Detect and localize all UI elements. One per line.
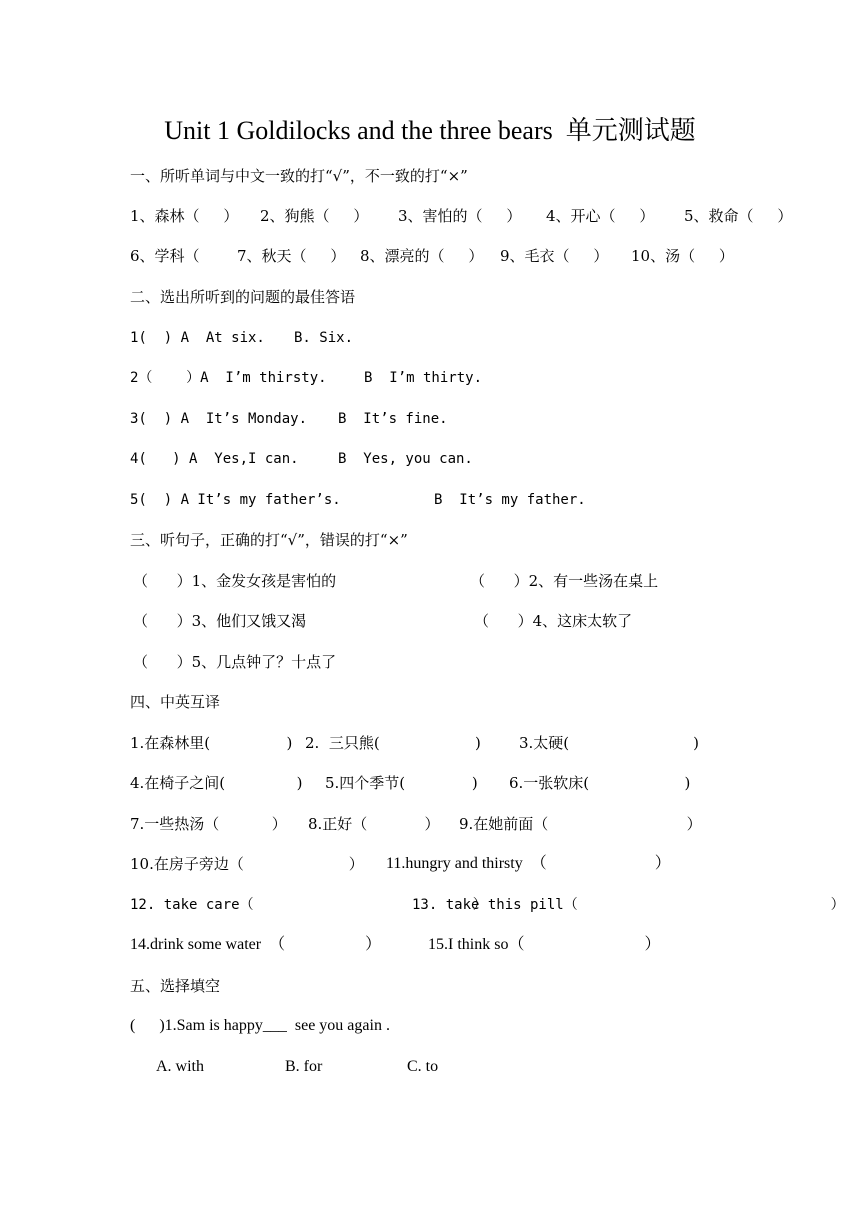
list-item: （ ）4、这床太软了 [474,612,633,630]
list-item: 7、秋天（ ） [237,247,346,265]
question-text: 2（ ）A I’m thirsty. [130,370,327,386]
translation-row [0,894,860,924]
question-row [0,367,860,397]
section-2 [0,286,860,316]
list-item: 12. take care（ ） [130,897,487,913]
options-row [0,1056,860,1086]
list-item: 14.drink some water （ ） [130,936,382,953]
list-item: 5.四个季节( ) [325,774,478,792]
section-3 [0,529,860,559]
page-title: Unit 1 Goldilocks and the three bears 单元测试题 [164,116,696,145]
option-b: B. for [285,1058,323,1075]
option-b: B It’s my father. [434,492,586,508]
translation-row [0,732,860,762]
section-5-heading: 五、选择填空 [130,977,221,995]
list-item: 3、害怕的（ ） [398,207,522,225]
section-1-heading: 一、所听单词与中文一致的打“√”，不一致的打“×” [130,167,468,185]
list-item: 4、开心（ ） [546,207,655,225]
list-item: 9.在她前面（ ） [459,815,702,833]
list-item: 2、狗熊（ ） [260,207,369,225]
question-row [0,408,860,438]
option-b: B Yes, you can. [338,451,473,467]
section-4-heading: 四、中英互译 [130,693,221,711]
question-row [0,327,860,357]
option-b: B. Six. [294,330,354,346]
section-1 [0,165,860,195]
list-item: 10、汤（ ） [631,247,734,265]
translation-row [0,853,860,883]
section-2-heading: 二、选出所听到的问题的最佳答语 [130,288,356,306]
list-item: （ ）1、金发女孩是害怕的 [133,572,337,590]
question-text: 1( ) A At six. [130,330,265,346]
list-item: 13. take this pill（ ） [412,897,845,913]
list-item: 11.hungry and thirsty （ ） [386,855,671,872]
list-item: 8、漂亮的（ ） [360,247,484,265]
question-text: 5( ) A It’s my father’s. [130,492,341,508]
list-item: 8.正好（ ） [308,815,440,833]
section-4 [0,691,860,721]
translation-row [0,934,860,964]
section-3-heading: 三、听句子，正确的打“√”，错误的打“×” [130,531,408,549]
option-b: B It’s fine. [338,411,448,427]
list-item: 2. 三只熊( ) [305,734,481,752]
list-item: 9、毛衣（ ） [500,247,609,265]
statement-row [0,651,860,681]
list-item: 7.一些热汤（ ） [130,815,287,833]
list-item: 6.一张软床( ) [509,774,691,792]
list-item: 4.在椅子之间( ) [130,774,303,792]
list-item: 1、森林（ ） [130,207,239,225]
question-row [0,489,860,519]
statement-row [0,610,860,640]
question-text: 4( ) A Yes,I can. [130,451,299,467]
section-5 [0,975,860,1005]
option-c: C. to [407,1058,439,1075]
question-text: 3( ) A It’s Monday. [130,411,308,427]
list-item: （ ）2、有一些汤在桌上 [470,572,659,590]
option-a: A. with [156,1058,204,1075]
list-item: （ ）5、几点钟了？十点了 [133,653,337,671]
list-item: 1.在森林里( ) [130,734,293,752]
section-1-row-2 [0,245,860,275]
list-item: 3.太硬( ) [519,734,699,752]
statement-row [0,570,860,600]
question-text: ( )1.Sam is happy___ see you again . [130,1017,390,1034]
list-item: 5、救命（ ） [684,207,793,225]
option-b: B I’m thirty. [364,370,483,386]
translation-row [0,813,860,843]
list-item: 10.在房子旁边（ ） [130,855,364,873]
question-row [0,448,860,478]
section-1-row-1 [0,205,860,235]
list-item: 6、学科（ [130,247,224,265]
list-item: 15.I think so（ ） [428,936,661,953]
list-item: （ ）3、他们又饿又渴 [133,612,307,630]
question-row [0,1015,860,1045]
translation-row [0,772,860,802]
